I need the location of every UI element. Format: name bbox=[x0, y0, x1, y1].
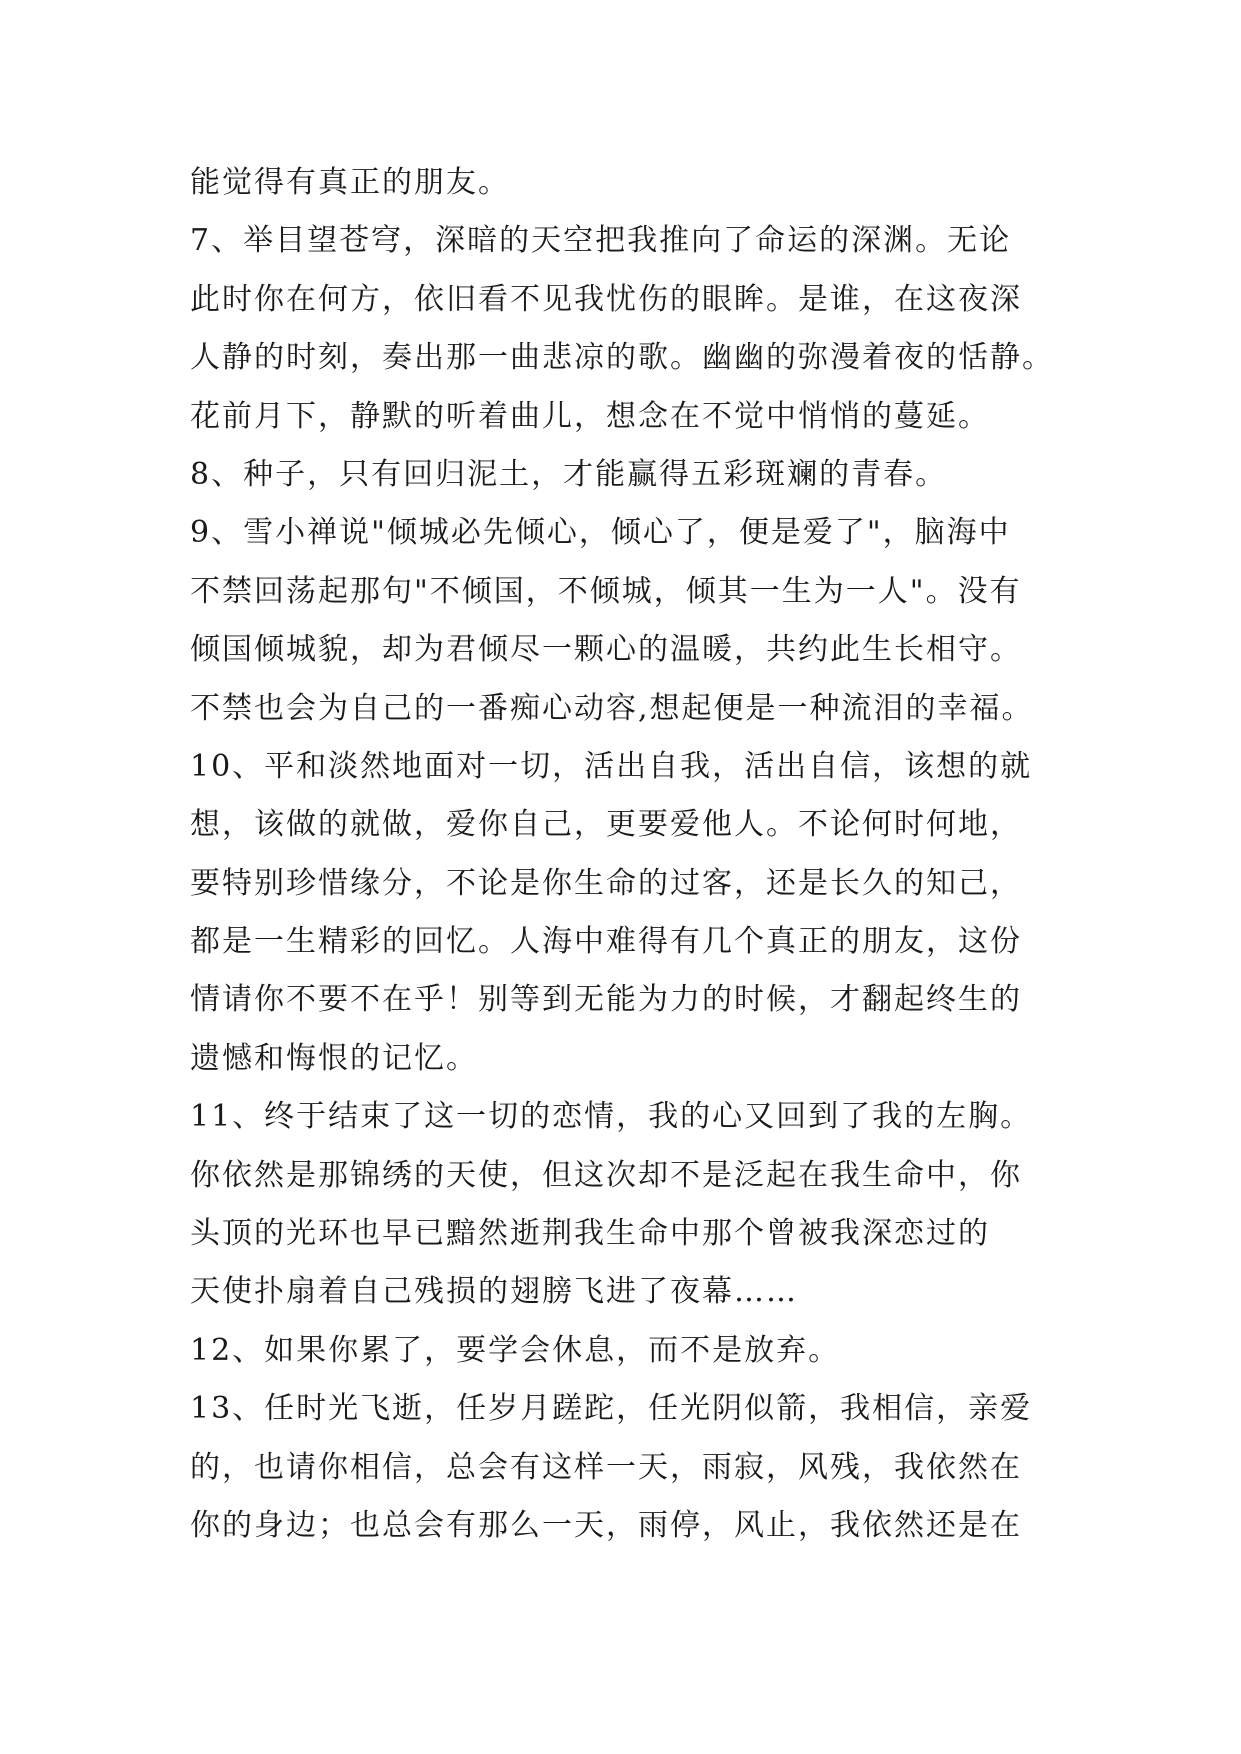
text-line: 花前月下，静默的听着曲儿，想念在不觉中悄悄的蔓延。 bbox=[190, 398, 990, 434]
text-line: 你依然是那锦绣的天使，但这次却不是泛起在我生命中，你 bbox=[190, 1157, 1022, 1193]
text-line: 的，也请你相信，总会有这样一天，雨寂，风残，我依然在 bbox=[190, 1449, 1022, 1485]
text-line: 8、种子，只有回归泥土，才能赢得五彩斑斓的青春。 bbox=[190, 456, 948, 492]
text-line: 要特别珍惜缘分，不论是你生命的过客，还是长久的知己， bbox=[190, 865, 1022, 901]
text-line: 不禁回荡起那句"不倾国，不倾城，倾其一生为一人"。没有 bbox=[190, 573, 1022, 609]
body-text bbox=[190, 154, 1070, 1555]
text-line: 遗憾和悔恨的记忆。 bbox=[190, 1040, 478, 1076]
text-line: 都是一生精彩的回忆。人海中难得有几个真正的朋友，这份 bbox=[190, 924, 1022, 960]
text-line: 10、平和淡然地面对一切，活出自我，活出自信，该想的就 bbox=[190, 748, 1033, 784]
text-line: 11、终于结束了这一切的恋情，我的心又回到了我的左胸。 bbox=[190, 1099, 1033, 1135]
text-line: 你的身边；也总会有那么一天，雨停，风止，我依然还是在 bbox=[190, 1507, 1022, 1543]
text-line: 此时你在何方，依旧看不见我忧伤的眼眸。是谁，在这夜深 bbox=[190, 281, 1022, 317]
text-line: 天使扑扇着自己残损的翅膀飞进了夜幕…… bbox=[190, 1274, 798, 1310]
text-line: 不禁也会为自己的一番痴心动容,想起便是一种流泪的幸福。 bbox=[190, 690, 1034, 726]
text-line: 情请你不要不在乎！别等到无能为力的时候，才翻起终生的 bbox=[190, 982, 1022, 1018]
text-line: 能觉得有真正的朋友。 bbox=[190, 165, 510, 200]
text-line: 9、雪小禅说"倾城必先倾心，倾心了，便是爱了"，脑海中 bbox=[190, 515, 1011, 551]
text-line: 7、举目望苍穹，深暗的天空把我推向了命运的深渊。无论 bbox=[190, 223, 1012, 259]
text-line: 人静的时刻，奏出那一曲悲凉的歌。幽幽的弥漫着夜的恬静。 bbox=[190, 340, 1054, 376]
text-line: 13、任时光飞逝，任岁月蹉跎，任光阴似箭，我相信，亲爱 bbox=[190, 1391, 1033, 1427]
text-line: 12、如果你累了，要学会休息，而不是放弃。 bbox=[190, 1332, 841, 1368]
text-line: 想，该做的就做，爱你自己，更要爱他人。不论何时何地， bbox=[190, 807, 1022, 843]
text-line: 头顶的光环也早已黯然逝荆我生命中那个曾被我深恋过的 bbox=[190, 1216, 990, 1252]
text-line: 倾国倾城貌，却为君倾尽一颗心的温暖，共约此生长相守。 bbox=[190, 632, 1022, 668]
